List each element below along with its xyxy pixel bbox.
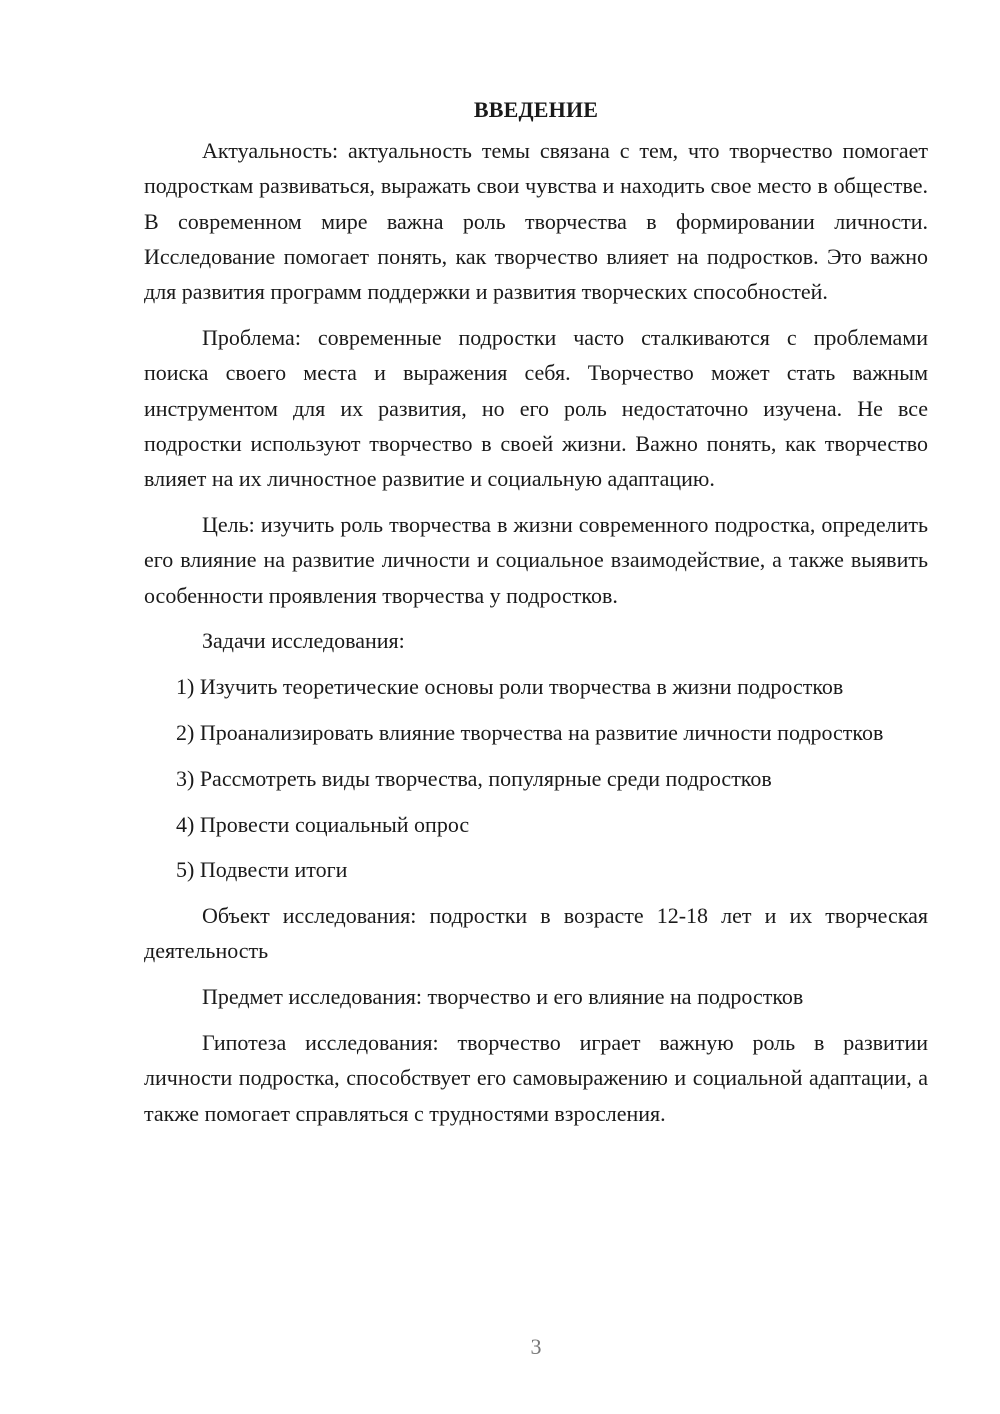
task-item-5: 5) Подвести итоги (176, 857, 348, 883)
paragraph-problem: Проблема: современные подростки часто сталкиваются с проблемами поиска своего места и выражения себя. Творчество может стать важным инструментом для их развития, но его роль недостаточно изучена. Не все подростки используют творчество в своей жизни. Важно понять, как творчество влияет на их личностное развитие и социальную адаптацию. (144, 324, 928, 492)
tasks-heading: Задачи исследования: (202, 628, 405, 654)
paragraph-hypothesis: Гипотеза исследования: творчество играет важную роль в развитии личности подростка, способствует его самовыражению и социальной адаптации, а также помогает справляться с трудностями взросления. (144, 1030, 928, 1126)
paragraph-goal: Цель: изучить роль творчества в жизни современного подростка, определить его влияние на развитие личности и социальное взаимодействие, а также выявить особенности проявления творчества у подростков. (144, 511, 928, 608)
document-page (144, 92, 928, 1141)
page-number: 3 (530, 1334, 542, 1359)
page-title: ВВЕДЕНИЕ (473, 97, 599, 122)
task-item-4: 4) Провести социальный опрос (176, 811, 470, 837)
task-item-2: 2) Проанализировать влияние творчества на развитие личности подростков (176, 719, 884, 745)
paragraph-object: Объект исследования: подростки в возрасте 12-18 лет и их творческая деятельность (144, 903, 928, 964)
paragraph-subject: Предмет исследования: творчество и его влияние на подростков (202, 984, 804, 1010)
paragraph-relevance: Актуальность: актуальность темы связана с тем, что творчество помогает подросткам развиваться, выражать свои чувства и находить свое место в обществе. В современном мире важна роль творчества в формировании личности. Исследование помогает понять, как творчество влияет на подростков. Это важно для развития программ поддержки и развития творческих способностей. (144, 138, 928, 305)
task-item-1: 1) Изучить теоретические основы роли творчества в жизни подростков (176, 674, 844, 700)
task-item-3: 3) Рассмотреть виды творчества, популярные среди подростков (176, 765, 772, 791)
